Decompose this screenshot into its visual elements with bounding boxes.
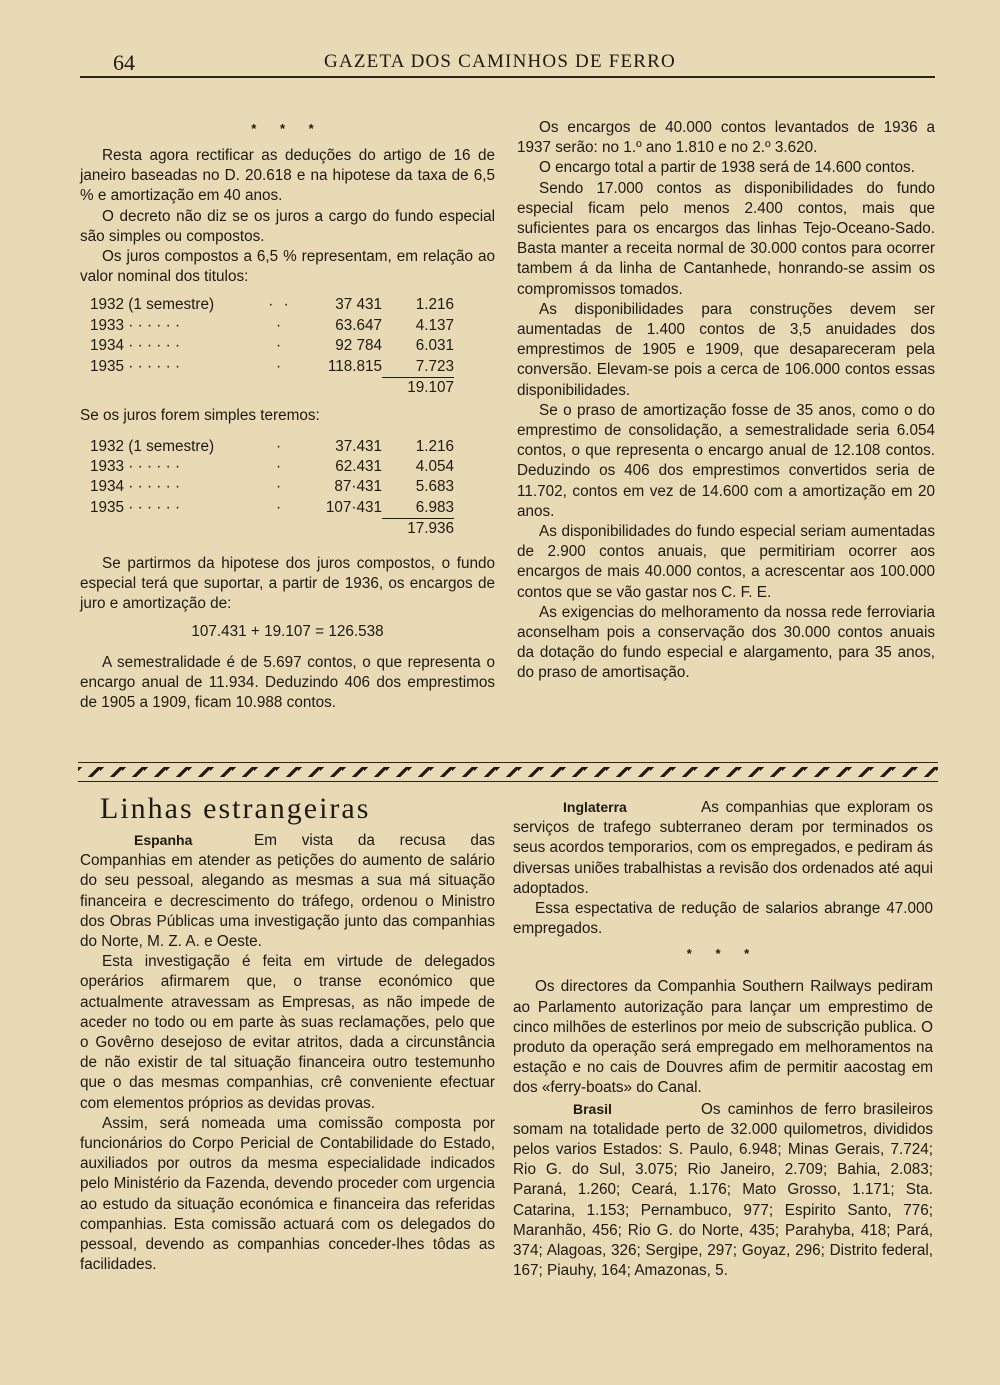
paragraph: A semestralidade é de 5.697 contos, o que representa o encargo anual de 11.934. Deduzindo 406 dos emprestimos de 1905 a 1909, ficam 10.988 contos.: [80, 653, 495, 711]
paragraph-text: Em vista da recusa das Companhias em atender as petições do aumento de salário do seu pessoal, alegando as mesmas a sua má situação financeira e decrescimento do tráfego, ordenou o Ministro dos Obras Públicas uma investigação junto das companhias do Norte, M. Z. A. e Oeste.: [80, 832, 495, 951]
table-total: 19.107: [407, 379, 454, 397]
section-stars: * * *: [686, 946, 760, 962]
table-cell: 4.054: [415, 458, 454, 476]
table-total-row: [90, 378, 454, 399]
table-cell: 1934 · · · · · ·: [90, 478, 181, 496]
table-cell: 6.031: [415, 337, 454, 355]
paragraph: As exigencias do melhoramento da nossa rede ferroviaria aconselham pois a conservação dos 30.000 contos anuais da dotação do fundo especial e alargamento, para 35 anos, do praso de amortisação.: [517, 603, 935, 682]
table-cell: 107·431: [325, 499, 382, 517]
paragraph: O decreto não diz se os juros a cargo do fundo especial são simples ou compostos.: [80, 207, 495, 245]
left-column-bottom: [80, 830, 495, 1275]
table-cell: 63.647: [335, 316, 382, 334]
table-cell: 1.216: [415, 296, 454, 314]
table-row: [90, 336, 454, 356]
paragraph: O encargo total a partir de 1938 será de 14.600 contos.: [539, 159, 915, 177]
table-cell: 37 431: [335, 296, 382, 314]
paragraph-text: Os caminhos de ferro brasileiros somam na totalidade perto de 32.000 quilometros, divididos pelos varios Estados: S. Paulo, 6.948; Minas Gerais, 7.724; Rio G. do Sul, 3.075; Rio Janeiro, 2.709; Bahia, 2.083; Paraná, 1.260; Ceará, 1.176; Mato Grosso, 1.171; Sta. Catarina, 1.153; Pernambuco, 977; Espirito Santo, 776; Maranhão, 456; Rio G. do Norte, 435; Parahyba, 418; Pará, 374; Alagoas, 326; Sergipe, 297; Goyaz, 296; Distrito federal, 167; Piauhy, 164; Amazonas, 5.: [513, 1100, 933, 1280]
table-row: [90, 477, 454, 497]
ornamental-divider: [78, 762, 938, 782]
table-cell: 1.216: [415, 437, 454, 455]
paragraph: As disponibilidades para construções devem ser aumentadas de 1.400 contos de 3,5 anuidades dos emprestimos de 1905 e 1909, que desapareceram pela conversão. Elevam-se pois a cerca de 106.000 contos essas disponibilidades.: [517, 300, 935, 399]
table-total: 17.936: [407, 520, 454, 538]
paragraph: Assim, será nomeada uma comissão composta por funcionários do Corpo Pericial de Contabilidade do Estado, auxiliados por outros da mesma especialidade indicados pelo Ministério da Fazenda, devendo proceder com urgencia ao estudo da situação económica e financeira das referidas companhias. Esta comissão actuará com os delegados do pessoal, devendo as companhias conceder-lhes tôdas as facilidades.: [80, 1114, 495, 1274]
table-row: [90, 316, 454, 336]
table-row: [90, 295, 454, 315]
table-cell: 1935 · · · · · ·: [90, 499, 181, 517]
table-row: [90, 457, 454, 477]
table-cell: 7.723: [382, 357, 454, 378]
table-cell: 1932 (1 semestre): [90, 296, 215, 314]
paragraph: Esta investigação é feita em virtude de delegados operários afirmarem que, o transe económico que actualmente atravessam as Empresas, as não impede de aceder no todo ou em parte às suas reclamações, pelo que o Govêrno desejoso de evitar atritos, dada a circunstância de não existir de tal situação financeira outro testemunho que o das mesmas companhias, crê conveniente efectuar com elementos próprios as devidas provas.: [80, 953, 495, 1112]
table-row: [90, 437, 454, 457]
table-cell: ·: [275, 478, 285, 496]
page-number: 64: [113, 50, 135, 75]
paragraph-espanha: [80, 830, 495, 952]
compound-interest-table: [90, 295, 454, 398]
table-cell: 118.815: [327, 357, 382, 375]
table-cell: 87·431: [334, 478, 382, 496]
paragraph: Se os juros forem simples teremos:: [80, 407, 320, 425]
paragraph: Se partirmos da hipotese dos juros compostos, o fundo especial terá que suportar, a partir de 1936, os encargos de juro e amortização de:: [80, 554, 495, 613]
paragraph: Resta agora rectificar as deduções do artigo de 16 de janeiro baseadas no D. 20.618 e na hipotese da taxa de 6,5 % e amortização em 40 anos.: [80, 147, 495, 205]
formula: 107.431 + 19.107 = 126.538: [191, 623, 384, 641]
table-total-row: [90, 519, 454, 540]
table-cell: 37.431: [335, 437, 382, 455]
paragraph: Os encargos de 40.000 contos levantados de 1936 a 1937 serão: no 1.º ano 1.810 e no 2.º 3.620.: [517, 119, 935, 157]
header-rule: [80, 76, 935, 78]
paragraph: Sendo 17.000 contos as disponibilidades do fundo especial ficam pelo menos 2.400 contos, mais que suficientes para os encargos das linhas Tejo-Oceano-Sado. Basta manter a receita normal de 30.000 contos para ocorrer tambem á da linha de Cantanhede, honrando-se assim os compromissos tomados.: [517, 179, 935, 298]
paragraph-brasil: [513, 1099, 933, 1282]
simple-interest-table: [90, 437, 454, 540]
table-cell: ·: [275, 316, 285, 334]
country-label-espanha: Espanha: [134, 832, 193, 848]
publication-title: GAZETA DOS CAMINHOS DE FERRO: [324, 51, 676, 72]
table-cell: ·: [275, 458, 285, 476]
table-cell: 1934 · · · · · ·: [90, 337, 181, 355]
table-cell: 1935 · · · · · ·: [90, 357, 181, 375]
right-column-bottom: [513, 797, 933, 1281]
left-column-top: [80, 120, 495, 713]
table-cell: · ·: [268, 296, 292, 314]
table-cell: ·: [275, 357, 285, 375]
paragraph: Os directores da Companhia Southern Railways pediram ao Parlamento autorização para lançar um emprestimo de cinco milhões de esterlinos por meio de subscrição publica. O produto da operação será empregado em melhoramentos na estação e no cais de Douvres afim de permitir aacostag em dos «ferry-boats» do Canal.: [513, 978, 933, 1097]
country-label-inglaterra: Inglaterra: [563, 799, 627, 815]
table-cell: 1933 · · · · · ·: [90, 458, 181, 476]
table-row: [90, 357, 454, 378]
table-cell: 1932 (1 semestre): [90, 437, 215, 455]
right-column-top: [517, 118, 935, 684]
section-stars: * * *: [251, 121, 324, 136]
table-cell: 5.683: [415, 478, 454, 496]
table-cell: 1933 · · · · · ·: [90, 316, 181, 334]
table-cell: ·: [275, 437, 285, 455]
section-title: Linhas estrangeiras: [100, 792, 371, 825]
table-row: [90, 498, 454, 519]
table-cell: 4.137: [415, 316, 454, 334]
paragraph-inglaterra: [513, 797, 933, 899]
paragraph: Se o praso de amortização fosse de 35 anos, como o do emprestimo de consolidação, a semestralidade seria 6.054 contos, o que representa o encargo anual de 12.108 contos. Deduzindo os 406 dos emprestimos convertidos seria de 11.702, contos em vez de 14.600 com a amortização em 20 anos.: [517, 401, 935, 520]
paragraph: Essa espectativa de redução de salarios abrange 47.000 empregados.: [513, 900, 933, 938]
table-cell: 6.983: [382, 498, 454, 519]
table-cell: ·: [275, 499, 285, 517]
table-cell: 62.431: [335, 458, 382, 476]
paragraph: Os juros compostos a 6,5 % representam, em relação ao valor nominal dos titulos:: [80, 248, 495, 286]
country-label-brasil: Brasil: [573, 1100, 612, 1117]
paragraph: As disponibilidades do fundo especial seriam aumentadas de 2.900 contos anuais, que permitiriam ocorrer aos encargos de mais 40.000 contos, a acrescentar aos 100.000 contos que se vão gastar nos C. F. E.: [517, 523, 935, 601]
table-cell: 92 784: [335, 337, 382, 355]
paragraph-text: As companhias que exploram os serviços de trafego subterraneo deram por terminados os seus acordos temporarios, com os empregados, e pediram ás diversas uniões trabalhistas a revisão dos ordenados até aqui adoptados.: [513, 799, 934, 897]
table-cell: ·: [275, 337, 285, 355]
